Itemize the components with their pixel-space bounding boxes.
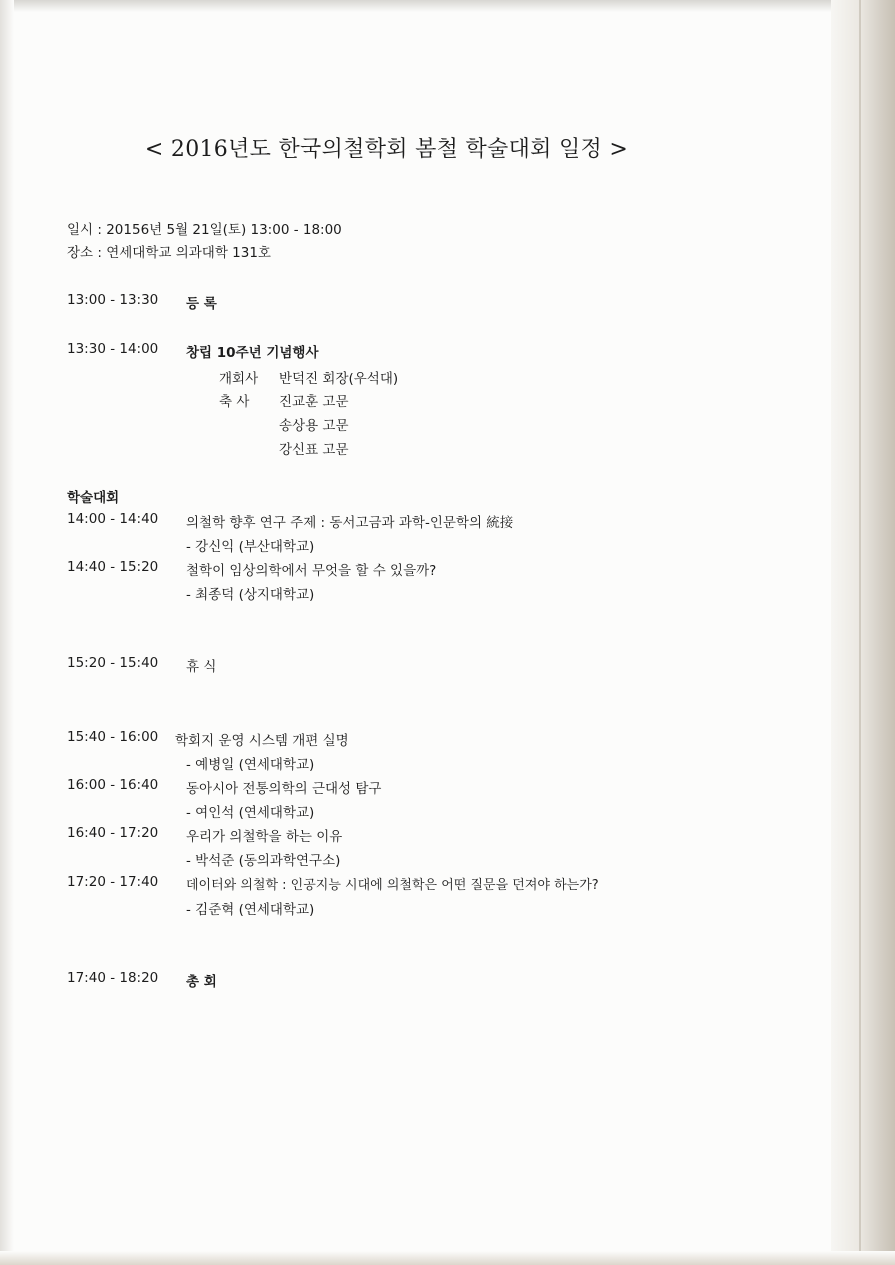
session-speaker: - 예병일 (연세대학교): [186, 757, 315, 773]
scan-edge-top: [0, 0, 895, 12]
session-time: 16:00 - 16:40: [67, 777, 159, 793]
session-title: 휴 식: [186, 659, 217, 675]
anniversary-name: 진교훈 고문: [279, 394, 349, 410]
page-fold-line: [859, 0, 861, 1265]
session-title: 학회지 운영 시스템 개편 실명: [175, 733, 349, 749]
session-time: 17:40 - 18:20: [67, 970, 159, 986]
anniversary-name: 송상용 고문: [279, 418, 349, 434]
session-time: 14:00 - 14:40: [67, 511, 159, 527]
event-place: 장소 : 연세대학교 의과대학 131호: [67, 245, 271, 261]
anniversary-role: 축 사: [219, 394, 250, 410]
session-time: 14:40 - 15:20: [67, 559, 159, 575]
session-time: 17:20 - 17:40: [67, 874, 159, 890]
session-time: 15:20 - 15:40: [67, 655, 159, 671]
scan-edge-left: [0, 0, 14, 1265]
session-title: 총 회: [186, 974, 217, 990]
anniversary-name: 반덕진 회장(우석대): [279, 371, 399, 387]
session-title: 동아시아 전통의학의 근대성 탐구: [186, 781, 382, 797]
session-title: 우리가 의철학을 하는 이유: [186, 829, 343, 845]
session-title: 철학이 임상의학에서 무엇을 할 수 있을까?: [186, 563, 437, 579]
item-registration: 등 록: [186, 296, 217, 312]
session-speaker: - 강신익 (부산대학교): [186, 539, 315, 555]
anniversary-role: 개회사: [219, 371, 259, 387]
scan-edge-bottom: [0, 1251, 895, 1265]
session-speaker: - 여인석 (연세대학교): [186, 805, 315, 821]
time-registration: 13:00 - 13:30: [67, 292, 159, 308]
session-title: 데이터와 의철학 : 인공지능 시대에 의철학은 어떤 질문을 던져야 하는가?: [186, 878, 599, 893]
scan-edge-right: [831, 0, 895, 1265]
session-speaker: - 최종덕 (상지대학교): [186, 587, 315, 603]
time-anniversary: 13:30 - 14:00: [67, 341, 159, 357]
event-date: 일시 : 20156년 5월 21일(토) 13:00 - 18:00: [67, 222, 342, 238]
session-time: 15:40 - 16:00: [67, 729, 159, 745]
session-speaker: - 박석준 (동의과학연구소): [186, 853, 341, 869]
page-title: < 2016년도 한국의철학회 봄철 학술대회 일정 >: [144, 137, 629, 162]
item-anniversary: 창립 10주년 기념행사: [186, 345, 319, 361]
session-time: 16:40 - 17:20: [67, 825, 159, 841]
section-heading: 학술대회: [67, 490, 120, 506]
anniversary-name: 강신표 고문: [279, 442, 349, 458]
session-speaker: - 김준혁 (연세대학교): [186, 902, 315, 918]
session-title: 의철학 향후 연구 주제 : 동서고금과 과학-인문학의 統接: [186, 515, 514, 531]
